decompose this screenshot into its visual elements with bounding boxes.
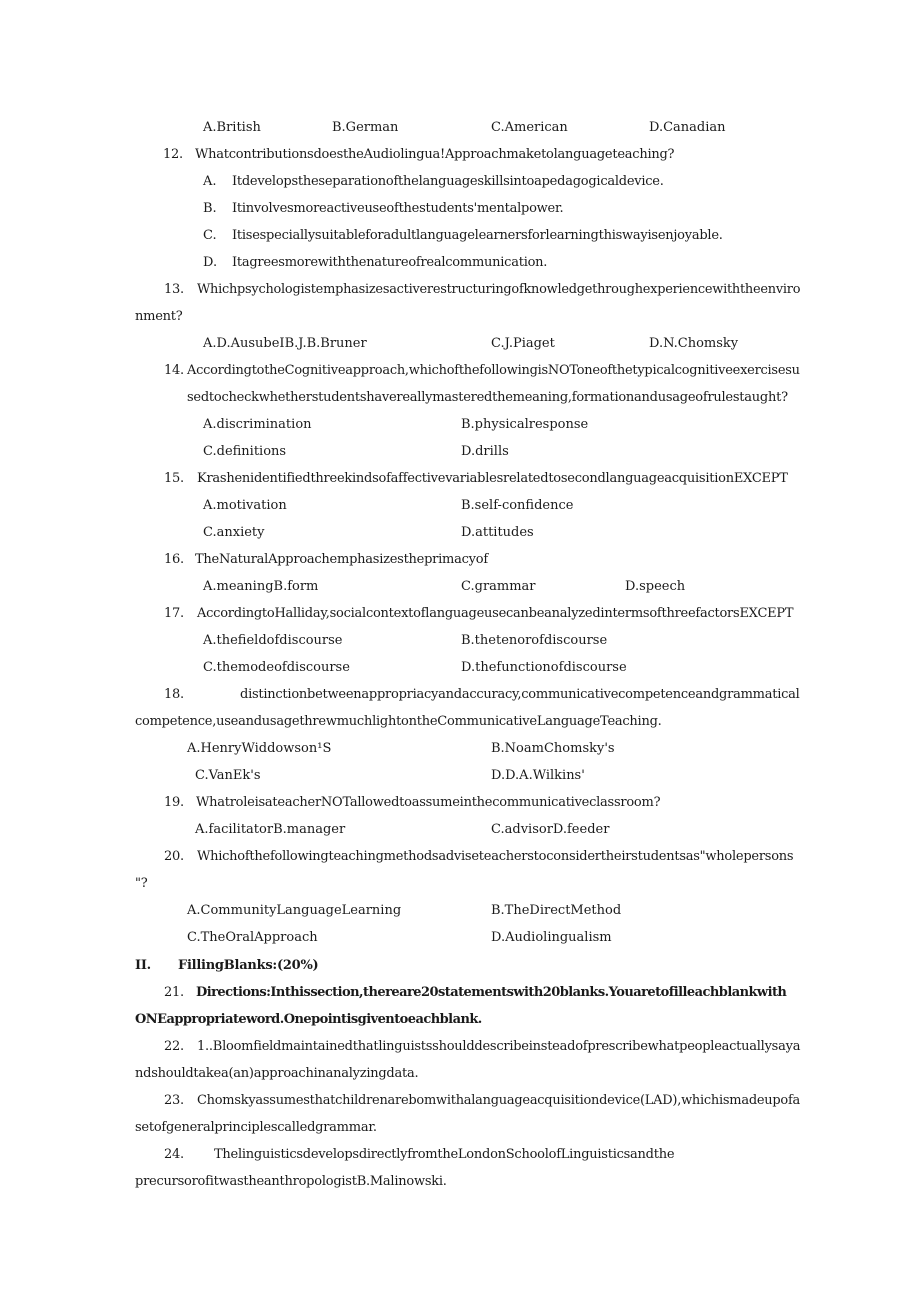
- q14-option-c: C.definitions: [203, 444, 287, 459]
- q15-number: 15.: [164, 471, 184, 486]
- q13-option-c: C.J.Piaget: [491, 336, 555, 351]
- q23-statement-line1: Chomskyassumesthatchildrenarebomwithalanguageacquisitiondevice(LAD),whichismadeupofa: [197, 1093, 801, 1108]
- q21-directions-line1: Directions:Inthissection,thereare20statementswith20blanks.Youaretofilleachblankwith: [196, 985, 787, 1000]
- q17-option-a: A.thefieldofdiscourse: [203, 633, 343, 648]
- q16-option-d: D.speech: [625, 579, 686, 594]
- q14-number: 14.: [164, 363, 184, 378]
- q20-question-line1: Whichofthefollowingteachingmethodsadviseteacherstoconsidertheirstudentsas"wholepersons: [197, 849, 794, 864]
- q12-option-d-letter: D.: [203, 255, 218, 270]
- q15-option-c: C.anxiety: [203, 525, 265, 540]
- q13-number: 13.: [164, 282, 184, 297]
- q20-question-line2: "?: [135, 876, 148, 891]
- q22-statement-line2: ndshouldtakea(an)approachinanalyzingdata.: [135, 1066, 419, 1081]
- q18-question-line1: distinctionbetweenappropriacyandaccuracy,communicativecompetenceandgrammatical: [240, 687, 800, 702]
- q12-number: 12.: [163, 147, 183, 162]
- q17-option-d: D.thefunctionofdiscourse: [461, 660, 627, 675]
- section-2-title: FillingBlanks:(20%): [178, 958, 319, 973]
- q18-number: 18.: [164, 687, 184, 702]
- q22-statement-line1: 1..Bloomfieldmaintainedthatlinguistsshoulddescribeinsteadofprescribewhatpeopleactuallysaya: [197, 1039, 801, 1054]
- q13-question-line1: Whichpsychologistemphasizesactiverestructuringofknowledgethroughexperiencewiththeenviro: [197, 282, 801, 297]
- q12-option-a-text: Itdevelopstheseparationofthelanguageskillsintoapedagogicaldevice.: [232, 174, 664, 189]
- q14-question-line2: sedtocheckwhetherstudentshavereallymasteredthemeaning,formationandusageofrulestaught?: [187, 390, 788, 405]
- q21-number: 21.: [164, 985, 184, 1000]
- q19-question: WhatroleisateacherNOTallowedtoassumeinthecommunicativeclassroom?: [196, 795, 661, 810]
- q16-question: TheNaturalApproachemphasizestheprimacyof: [195, 552, 488, 567]
- q20-option-b: B.TheDirectMethod: [491, 903, 622, 918]
- q14-question-line1: AccordingtotheCognitiveapproach,whichofthefollowingisNOToneofthetypicalcognitiveexercisesu: [187, 363, 800, 378]
- q16-option-c: C.grammar: [461, 579, 536, 594]
- q17-option-c: C.themodeofdiscourse: [203, 660, 350, 675]
- q18-question-line2: competence,useandusagethrewmuchlightontheCommunicativeLanguageTeaching.: [135, 714, 662, 729]
- q14-option-d: D.drills: [461, 444, 509, 459]
- q18-option-b: B.NoamChomsky's: [491, 741, 615, 756]
- q12-option-b-text: Itinvolvesmoreactiveuseofthestudents'mentalpower.: [232, 201, 564, 216]
- q12-option-b-letter: B.: [203, 201, 217, 216]
- q13-option-ab: A.D.AusubeIB.J.B.Bruner: [203, 336, 367, 351]
- q16-number: 16.: [164, 552, 184, 567]
- q13-question-line2: nment?: [135, 309, 183, 324]
- q20-option-c: C.TheOralApproach: [187, 930, 318, 945]
- q11-option-a: A.British: [203, 120, 261, 135]
- q20-number: 20.: [164, 849, 184, 864]
- q16-option-ab: A.meaningB.form: [203, 579, 319, 594]
- q18-option-a: A.HenryWiddowson¹S: [187, 741, 332, 756]
- q14-option-a: A.discrimination: [203, 417, 312, 432]
- q12-option-a-letter: A.: [203, 174, 217, 189]
- q19-option-cd: C.advisorD.feeder: [491, 822, 610, 837]
- q23-statement-line2: setofgeneralprinciplescalledgrammar.: [135, 1120, 377, 1135]
- section-2-number: II.: [135, 958, 151, 973]
- q14-option-b: B.physicalresponse: [461, 417, 589, 432]
- q24-statement-line1: ThelinguisticsdevelopsdirectlyfromtheLondonSchoolofLinguisticsandthe: [214, 1147, 675, 1162]
- q22-number: 22.: [164, 1039, 184, 1054]
- q19-number: 19.: [164, 795, 184, 810]
- q11-option-c: C.American: [491, 120, 568, 135]
- q15-question: KrashenidentifiedthreekindsofaffectivevariablesrelatedtosecondlanguageacquisitionEXCEPT: [197, 471, 788, 486]
- q11-option-d: D.Canadian: [649, 120, 726, 135]
- q24-number: 24.: [164, 1147, 184, 1162]
- q12-option-c-letter: C.: [203, 228, 217, 243]
- q17-option-b: B.thetenorofdiscourse: [461, 633, 608, 648]
- q17-number: 17.: [164, 606, 184, 621]
- q15-option-b: B.self-confidence: [461, 498, 574, 513]
- q21-directions-line2: ONEappropriateword.Onepointisgiventoeachblank.: [135, 1012, 482, 1027]
- q17-question: AccordingtoHalliday,socialcontextoflanguageusecanbeanalyzedintermsofthreefactorsEXCEPT: [197, 606, 794, 621]
- q15-option-a: A.motivation: [203, 498, 287, 513]
- q20-option-a: A.CommunityLanguageLearning: [187, 903, 402, 918]
- q23-number: 23.: [164, 1093, 184, 1108]
- q18-option-d: D.D.A.Wilkins': [491, 768, 585, 783]
- q12-option-c-text: Itisespeciallysuitableforadultlanguagelearnersforlearningthiswayisenjoyable.: [232, 228, 723, 243]
- q13-option-d: D.N.Chomsky: [649, 336, 739, 351]
- q12-option-d-text: Itagreesmorewiththenatureofrealcommunication.: [232, 255, 548, 270]
- q20-option-d: D.Audiolingualism: [491, 930, 612, 945]
- q19-option-ab: A.facilitatorB.manager: [195, 822, 346, 837]
- q11-option-b: B.German: [332, 120, 399, 135]
- q15-option-d: D.attitudes: [461, 525, 534, 540]
- q12-question: WhatcontributionsdoestheAudiolingua!Approachmaketolanguageteaching?: [195, 147, 675, 162]
- q24-statement-line2: precursorofitwastheanthropologistB.Malinowski.: [135, 1174, 447, 1189]
- q18-option-c: C.VanEk's: [195, 768, 261, 783]
